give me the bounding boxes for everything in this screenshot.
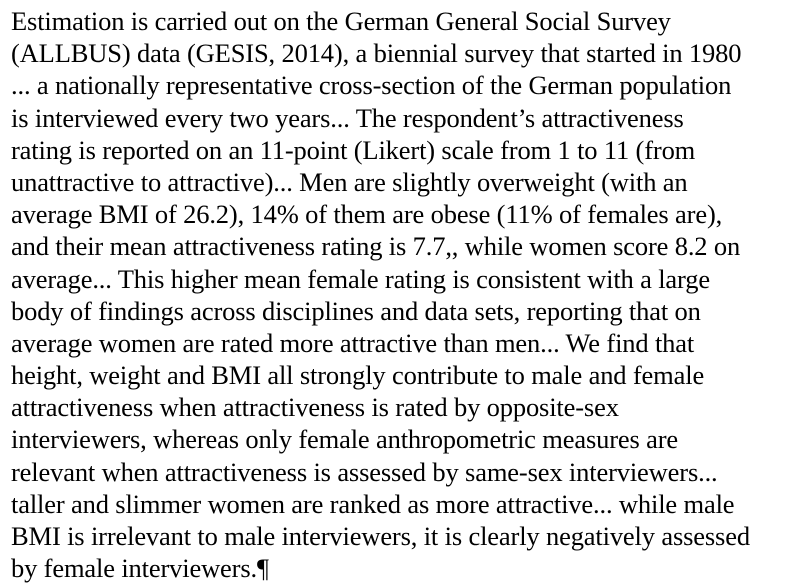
text-line-14: interviewers, whereas only female anthropometric measures are [11, 424, 679, 455]
last-line-text: by female interviewers. [11, 553, 257, 584]
text-line-4: is interviewed every two years... The respondent’s attractiveness [11, 102, 684, 133]
text-line-9: average... This higher mean female rating is consistent with a large [11, 263, 710, 294]
text-line-17: BMI is irrelevant to male interviewers, it is clearly negatively assessed [11, 521, 750, 551]
text-line-12: height, weight and BMI all strongly contribute to male and female [11, 360, 705, 391]
paragraph-mark: ¶ [256, 553, 269, 584]
text-line-10: body of findings across disciplines and data sets, reporting that on [11, 295, 701, 326]
text-line-11: average women are rated more attractive than men... We find that [11, 327, 695, 358]
text-line-16: taller and slimmer women are ranked as more attractive... while male [11, 488, 735, 519]
text-line-6: unattractive to attractive)... Men are slightly overweight (with an [11, 166, 688, 197]
text-line-8: and their mean attractiveness rating is 7.7,, while women score 8.2 on [11, 231, 741, 262]
text-line-13: attractiveness when attractiveness is rated by opposite-sex [11, 392, 619, 423]
text-line-1: Estimation is carried out on the German General Social Survey [11, 6, 671, 36]
text-line-5: rating is reported on an 11-point (Likert) scale from 1 to 11 (from [11, 134, 696, 165]
text-line-3: ... a nationally representative cross-section of the German population [11, 70, 732, 101]
paragraph [11, 5, 805, 584]
text-line-7: average BMI of 26.2), 14% of them are obese (11% of females are), [11, 199, 723, 230]
text-line-2: (ALLBUS) data (GESIS, 2014), a biennial survey that started in 1980 [11, 38, 742, 69]
text-line-15: relevant when attractiveness is assessed by same-sex interviewers... [11, 456, 718, 487]
text-line-18 [11, 552, 805, 584]
